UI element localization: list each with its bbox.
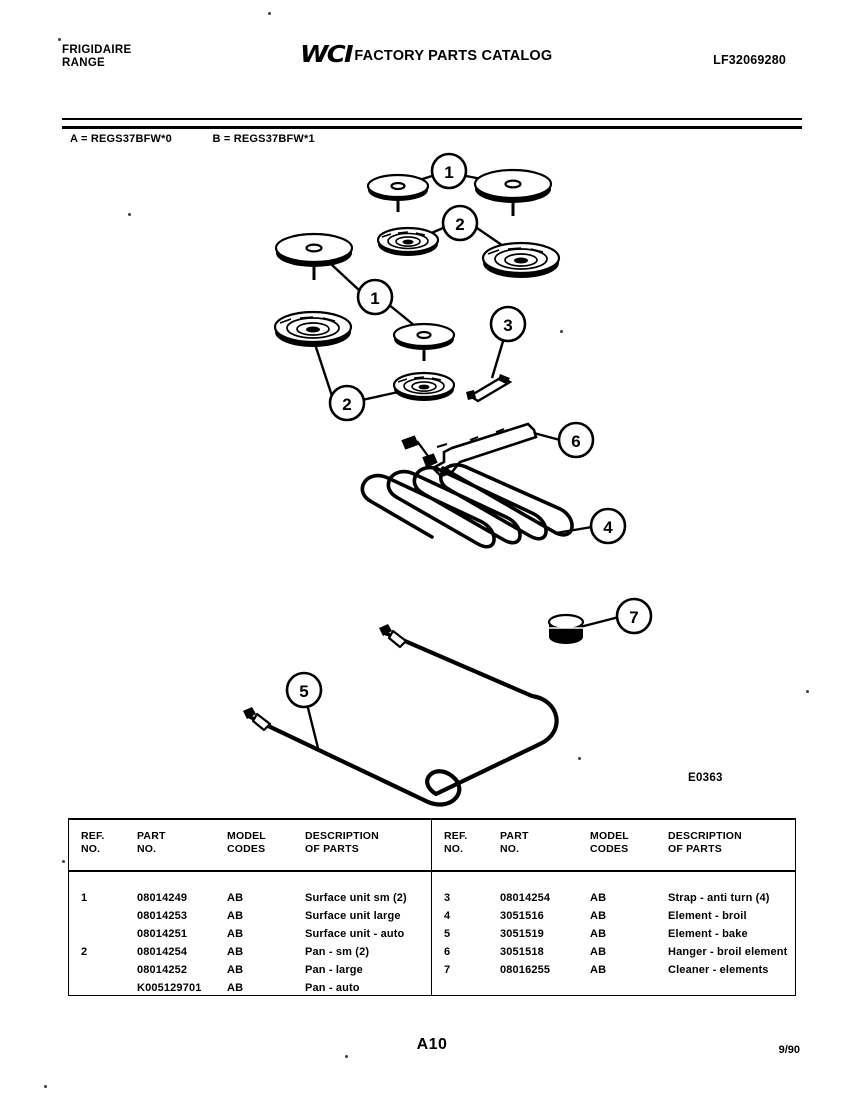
cell-description: Pan - sm (2) [305, 946, 370, 958]
callout-5 [287, 673, 321, 707]
callout-4 [591, 509, 625, 543]
callout-label: 1 [444, 163, 454, 182]
column-header-ref-no: REF. NO. [81, 830, 105, 855]
cell-description: Cleaner - elements [668, 964, 769, 976]
table-row [69, 943, 431, 961]
callout-label: 7 [629, 608, 639, 627]
callout-3 [491, 307, 525, 341]
cell-ref-no: 1 [81, 892, 88, 904]
column-header-description: DESCRIPTION OF PARTS [668, 830, 742, 855]
cell-part-no: 08014254 [500, 892, 551, 904]
cell-description: Surface unit large [305, 910, 401, 922]
table-row [432, 943, 795, 961]
cell-description: Pan - large [305, 964, 363, 976]
cell-description: Pan - auto [305, 982, 360, 994]
cell-ref-no: 3 [444, 892, 451, 904]
catalog-masthead [300, 44, 552, 67]
cell-part-no: 08014252 [137, 964, 188, 976]
column-header-description: DESCRIPTION OF PARTS [305, 830, 379, 855]
cell-model-codes: AB [227, 928, 244, 940]
model-code-a: A = REGS37BFW*0 [70, 133, 172, 145]
table-row [69, 925, 431, 943]
surface-unit-large-top [475, 170, 551, 216]
scan-speck [268, 12, 271, 15]
scan-speck [806, 690, 809, 693]
broil-element [362, 465, 572, 547]
drip-pan-auto [275, 312, 351, 347]
header-divider [62, 118, 802, 129]
element-cleaner [549, 615, 583, 644]
cell-ref-no: 6 [444, 946, 451, 958]
callout-1-mid [358, 280, 392, 314]
callout-label: 3 [503, 316, 513, 335]
surface-unit-auto [394, 324, 454, 361]
brand-name [62, 44, 131, 70]
table-body-right [432, 872, 795, 979]
cell-model-codes: AB [227, 964, 244, 976]
column-header-model-codes: MODEL CODES [590, 830, 629, 855]
cell-description: Element - broil [668, 910, 747, 922]
cell-ref-no: 7 [444, 964, 451, 976]
cell-model-codes: AB [590, 892, 607, 904]
cell-part-no: 08016255 [500, 964, 551, 976]
cell-description: Hanger - broil element [668, 946, 788, 958]
cell-description: Surface unit sm (2) [305, 892, 407, 904]
cell-description: Strap - anti turn (4) [668, 892, 770, 904]
cell-part-no: 08014253 [137, 910, 188, 922]
parts-table [68, 818, 796, 996]
parts-table-right [432, 820, 795, 995]
table-header-row-right [432, 820, 795, 872]
scan-speck [58, 38, 61, 41]
drip-pan-large-top [483, 243, 559, 278]
callout-2-bottom [330, 386, 364, 420]
table-row [69, 889, 431, 907]
callout-label: 2 [342, 395, 352, 414]
callout-label: 4 [603, 518, 613, 537]
column-header-model-codes: MODEL CODES [227, 830, 266, 855]
callout-label: 1 [370, 289, 380, 308]
cell-ref-no: 2 [81, 946, 88, 958]
drip-pan-small-top [378, 228, 438, 256]
catalog-number: LF32069280 [713, 53, 786, 67]
anti-turn-strap [466, 374, 510, 401]
cell-part-no: K005129701 [137, 982, 202, 994]
cell-part-no: 3051516 [500, 910, 544, 922]
column-header-part-no: PART NO. [137, 830, 166, 855]
cell-description: Element - bake [668, 928, 748, 940]
callout-balloons [287, 154, 651, 707]
callout-7 [617, 599, 651, 633]
column-header-part-no: PART NO. [500, 830, 529, 855]
wci-logo: WCI [300, 42, 352, 68]
drawing-code: E0363 [688, 772, 723, 784]
cell-model-codes: AB [227, 946, 244, 958]
cell-part-no: 08014251 [137, 928, 188, 940]
cell-model-codes: AB [590, 946, 607, 958]
scan-speck [345, 1055, 348, 1058]
table-row [432, 889, 795, 907]
table-header-row-left [69, 820, 431, 872]
catalog-title: FACTORY PARTS CATALOG [354, 47, 553, 64]
surface-unit-small-top [368, 175, 428, 212]
cell-part-no: 3051518 [500, 946, 544, 958]
table-body-left [69, 872, 431, 997]
callout-label: 5 [299, 682, 309, 701]
table-row [432, 961, 795, 979]
cell-model-codes: AB [227, 892, 244, 904]
bake-element [243, 624, 557, 805]
table-row [432, 925, 795, 943]
callout-1-top [432, 154, 466, 188]
parts-table-left [69, 820, 432, 995]
page-number: A10 [416, 1036, 448, 1053]
cell-part-no: 08014249 [137, 892, 188, 904]
model-code-legend [70, 133, 315, 145]
cell-model-codes: AB [590, 910, 607, 922]
table-row [432, 907, 795, 925]
cell-part-no: 08014254 [137, 946, 188, 958]
cell-model-codes: AB [590, 928, 607, 940]
cell-model-codes: AB [590, 964, 607, 976]
callout-2-top [443, 206, 477, 240]
cell-ref-no: 5 [444, 928, 451, 940]
cell-ref-no: 4 [444, 910, 451, 922]
cell-model-codes: AB [227, 910, 244, 922]
cell-description: Surface unit - auto [305, 928, 405, 940]
cell-model-codes: AB [227, 982, 244, 994]
brand-line-range: RANGE [62, 57, 106, 69]
drip-pan-small-bottom [394, 373, 454, 401]
scan-speck [44, 1085, 47, 1088]
scan-speck [578, 757, 581, 760]
column-header-ref-no: REF. NO. [444, 830, 468, 855]
scan-speck [560, 330, 563, 333]
scan-speck [128, 213, 131, 216]
cell-part-no: 3051519 [500, 928, 544, 940]
brand-line-frigidaire: FRIGIDAIRE [62, 44, 132, 56]
callout-6 [559, 423, 593, 457]
scan-speck [62, 860, 65, 863]
table-row [69, 961, 431, 979]
exploded-parts-diagram [0, 150, 864, 810]
table-row [69, 979, 431, 997]
model-code-b: B = REGS37BFW*1 [212, 133, 315, 145]
callout-label: 6 [571, 432, 581, 451]
callout-label: 2 [455, 215, 465, 234]
date-code: 9/90 [778, 1044, 800, 1056]
table-row [69, 907, 431, 925]
